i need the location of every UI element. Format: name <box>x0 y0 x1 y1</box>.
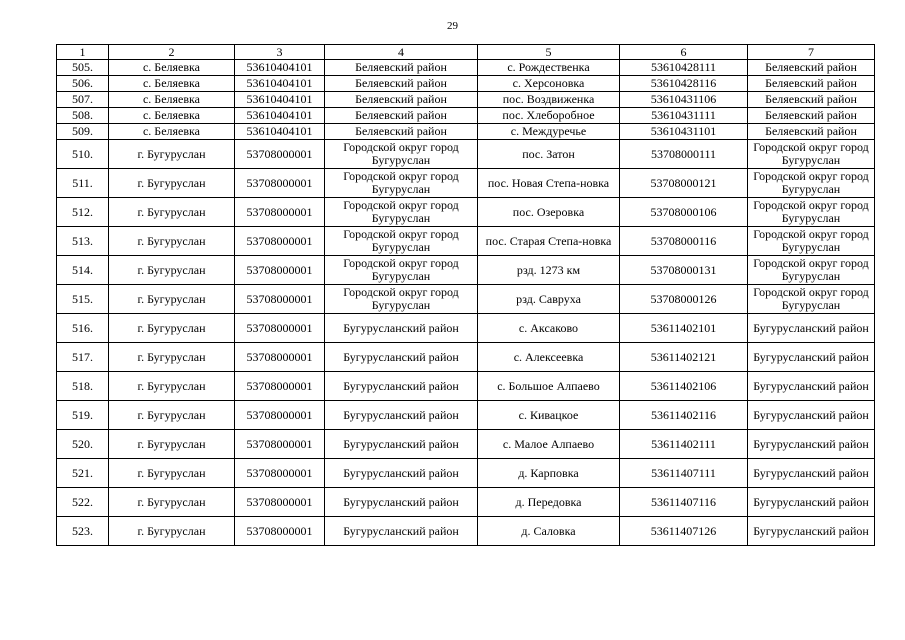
table-row <box>57 227 875 256</box>
settlement-cell: с. Аксаково <box>478 314 620 343</box>
center-oktmo-cell: 53708000001 <box>235 256 325 285</box>
settlement-oktmo-cell: 53610431111 <box>620 108 748 124</box>
settlement-cell: д. Саловка <box>478 517 620 546</box>
center-municipality-cell: Бугурусланский район <box>325 401 478 430</box>
center-settlement-cell: г. Бугуруслан <box>109 285 235 314</box>
center-oktmo-cell: 53708000001 <box>235 140 325 169</box>
center-municipality-cell: Беляевский район <box>325 92 478 108</box>
settlement-municipality-cell: Беляевский район <box>748 108 875 124</box>
center-municipality-cell: Городской округ город Бугуруслан <box>325 256 478 285</box>
center-oktmo-cell: 53610404101 <box>235 76 325 92</box>
settlement-oktmo-cell: 53611407126 <box>620 517 748 546</box>
table-row <box>57 372 875 401</box>
column-header: 1 <box>57 45 109 60</box>
center-municipality-cell: Бугурусланский район <box>325 459 478 488</box>
row-number-cell: 519. <box>57 401 109 430</box>
settlement-oktmo-cell: 53611402101 <box>620 314 748 343</box>
settlement-cell: д. Передовка <box>478 488 620 517</box>
center-settlement-cell: г. Бугуруслан <box>109 517 235 546</box>
row-number-cell: 522. <box>57 488 109 517</box>
row-number-cell: 508. <box>57 108 109 124</box>
settlement-municipality-cell: Бугурусланский район <box>748 314 875 343</box>
column-header: 3 <box>235 45 325 60</box>
center-oktmo-cell: 53708000001 <box>235 430 325 459</box>
center-settlement-cell: с. Беляевка <box>109 76 235 92</box>
center-municipality-cell: Беляевский район <box>325 76 478 92</box>
center-oktmo-cell: 53708000001 <box>235 227 325 256</box>
settlement-municipality-cell: Беляевский район <box>748 60 875 76</box>
settlement-municipality-cell: Бугурусланский район <box>748 488 875 517</box>
center-oktmo-cell: 53708000001 <box>235 314 325 343</box>
column-header: 6 <box>620 45 748 60</box>
settlement-cell: рзд. Савруха <box>478 285 620 314</box>
settlement-cell: с. Малое Алпаево <box>478 430 620 459</box>
row-number-cell: 521. <box>57 459 109 488</box>
table-row <box>57 430 875 459</box>
settlement-municipality-cell: Городской округ город Бугуруслан <box>748 140 875 169</box>
settlement-municipality-cell: Беляевский район <box>748 76 875 92</box>
table-row <box>57 92 875 108</box>
center-municipality-cell: Беляевский район <box>325 124 478 140</box>
settlement-municipality-cell: Городской округ город Бугуруслан <box>748 227 875 256</box>
center-municipality-cell: Беляевский район <box>325 60 478 76</box>
row-number-cell: 516. <box>57 314 109 343</box>
center-settlement-cell: г. Бугуруслан <box>109 488 235 517</box>
center-municipality-cell: Бугурусланский район <box>325 488 478 517</box>
settlement-oktmo-cell: 53610428111 <box>620 60 748 76</box>
row-number-cell: 509. <box>57 124 109 140</box>
settlement-oktmo-cell: 53611407111 <box>620 459 748 488</box>
settlement-table <box>56 44 875 546</box>
settlement-oktmo-cell: 53708000106 <box>620 198 748 227</box>
row-number-cell: 513. <box>57 227 109 256</box>
center-settlement-cell: г. Бугуруслан <box>109 314 235 343</box>
center-settlement-cell: г. Бугуруслан <box>109 256 235 285</box>
center-oktmo-cell: 53708000001 <box>235 517 325 546</box>
center-settlement-cell: г. Бугуруслан <box>109 169 235 198</box>
settlement-municipality-cell: Городской округ город Бугуруслан <box>748 285 875 314</box>
settlement-cell: пос. Озеровка <box>478 198 620 227</box>
center-municipality-cell: Бугурусланский район <box>325 517 478 546</box>
table-header-row <box>57 45 875 60</box>
table-row <box>57 60 875 76</box>
settlement-cell: с. Херсоновка <box>478 76 620 92</box>
table-row <box>57 401 875 430</box>
center-settlement-cell: г. Бугуруслан <box>109 198 235 227</box>
center-settlement-cell: г. Бугуруслан <box>109 372 235 401</box>
center-oktmo-cell: 53610404101 <box>235 124 325 140</box>
settlement-cell: д. Карповка <box>478 459 620 488</box>
center-settlement-cell: г. Бугуруслан <box>109 459 235 488</box>
row-number-cell: 514. <box>57 256 109 285</box>
settlement-oktmo-cell: 53708000121 <box>620 169 748 198</box>
table-row <box>57 169 875 198</box>
center-settlement-cell: г. Бугуруслан <box>109 227 235 256</box>
center-oktmo-cell: 53610404101 <box>235 108 325 124</box>
column-header: 5 <box>478 45 620 60</box>
settlement-municipality-cell: Бугурусланский район <box>748 430 875 459</box>
center-oktmo-cell: 53708000001 <box>235 372 325 401</box>
center-oktmo-cell: 53708000001 <box>235 401 325 430</box>
settlement-cell: с. Междуречье <box>478 124 620 140</box>
center-municipality-cell: Бугурусланский район <box>325 430 478 459</box>
center-oktmo-cell: 53610404101 <box>235 92 325 108</box>
settlement-cell: с. Рождественка <box>478 60 620 76</box>
center-municipality-cell: Городской округ город Бугуруслан <box>325 227 478 256</box>
column-header: 2 <box>109 45 235 60</box>
table-row <box>57 124 875 140</box>
row-number-cell: 511. <box>57 169 109 198</box>
settlement-oktmo-cell: 53708000131 <box>620 256 748 285</box>
center-settlement-cell: г. Бугуруслан <box>109 343 235 372</box>
column-header: 4 <box>325 45 478 60</box>
settlement-cell: с. Большое Алпаево <box>478 372 620 401</box>
settlement-municipality-cell: Городской округ город Бугуруслан <box>748 169 875 198</box>
settlement-cell: рзд. 1273 км <box>478 256 620 285</box>
center-settlement-cell: г. Бугуруслан <box>109 140 235 169</box>
settlement-oktmo-cell: 53611407116 <box>620 488 748 517</box>
center-settlement-cell: г. Бугуруслан <box>109 401 235 430</box>
center-municipality-cell: Городской округ город Бугуруслан <box>325 169 478 198</box>
center-municipality-cell: Беляевский район <box>325 108 478 124</box>
settlement-cell: пос. Новая Степа-новка <box>478 169 620 198</box>
center-oktmo-cell: 53708000001 <box>235 488 325 517</box>
table-row <box>57 459 875 488</box>
center-oktmo-cell: 53708000001 <box>235 169 325 198</box>
table-row <box>57 517 875 546</box>
settlement-oktmo-cell: 53610431101 <box>620 124 748 140</box>
table-row <box>57 314 875 343</box>
settlement-municipality-cell: Бугурусланский район <box>748 517 875 546</box>
table-row <box>57 343 875 372</box>
settlement-municipality-cell: Беляевский район <box>748 124 875 140</box>
table-row <box>57 256 875 285</box>
row-number-cell: 510. <box>57 140 109 169</box>
settlement-oktmo-cell: 53708000126 <box>620 285 748 314</box>
row-number-cell: 512. <box>57 198 109 227</box>
table-body <box>57 60 875 546</box>
settlement-municipality-cell: Бугурусланский район <box>748 459 875 488</box>
row-number-cell: 505. <box>57 60 109 76</box>
center-municipality-cell: Бугурусланский район <box>325 343 478 372</box>
settlement-cell: с. Алексеевка <box>478 343 620 372</box>
settlement-municipality-cell: Городской округ город Бугуруслан <box>748 256 875 285</box>
row-number-cell: 506. <box>57 76 109 92</box>
settlement-oktmo-cell: 53611402116 <box>620 401 748 430</box>
settlement-oktmo-cell: 53611402111 <box>620 430 748 459</box>
settlement-oktmo-cell: 53610431106 <box>620 92 748 108</box>
settlement-oktmo-cell: 53708000111 <box>620 140 748 169</box>
center-oktmo-cell: 53708000001 <box>235 343 325 372</box>
row-number-cell: 515. <box>57 285 109 314</box>
settlement-cell: пос. Воздвиженка <box>478 92 620 108</box>
settlement-oktmo-cell: 53610428116 <box>620 76 748 92</box>
settlement-oktmo-cell: 53708000116 <box>620 227 748 256</box>
center-municipality-cell: Бугурусланский район <box>325 372 478 401</box>
settlement-municipality-cell: Бугурусланский район <box>748 401 875 430</box>
settlement-municipality-cell: Бугурусланский район <box>748 372 875 401</box>
center-municipality-cell: Городской округ город Бугуруслан <box>325 285 478 314</box>
center-settlement-cell: с. Беляевка <box>109 108 235 124</box>
row-number-cell: 517. <box>57 343 109 372</box>
column-header: 7 <box>748 45 875 60</box>
row-number-cell: 523. <box>57 517 109 546</box>
center-settlement-cell: с. Беляевка <box>109 124 235 140</box>
settlement-municipality-cell: Городской округ город Бугуруслан <box>748 198 875 227</box>
center-oktmo-cell: 53610404101 <box>235 60 325 76</box>
page-number: 29 <box>447 20 458 32</box>
settlement-municipality-cell: Беляевский район <box>748 92 875 108</box>
center-municipality-cell: Городской округ город Бугуруслан <box>325 198 478 227</box>
settlement-municipality-cell: Бугурусланский район <box>748 343 875 372</box>
table-row <box>57 488 875 517</box>
center-settlement-cell: г. Бугуруслан <box>109 430 235 459</box>
settlement-cell: пос. Старая Степа-новка <box>478 227 620 256</box>
table-row <box>57 198 875 227</box>
settlement-oktmo-cell: 53611402121 <box>620 343 748 372</box>
center-oktmo-cell: 53708000001 <box>235 198 325 227</box>
center-municipality-cell: Бугурусланский район <box>325 314 478 343</box>
settlement-oktmo-cell: 53611402106 <box>620 372 748 401</box>
row-number-cell: 507. <box>57 92 109 108</box>
table-row <box>57 285 875 314</box>
table-row <box>57 76 875 92</box>
center-oktmo-cell: 53708000001 <box>235 285 325 314</box>
settlement-cell: пос. Хлеборобное <box>478 108 620 124</box>
table-row <box>57 108 875 124</box>
center-municipality-cell: Городской округ город Бугуруслан <box>325 140 478 169</box>
center-settlement-cell: с. Беляевка <box>109 60 235 76</box>
center-oktmo-cell: 53708000001 <box>235 459 325 488</box>
row-number-cell: 520. <box>57 430 109 459</box>
settlement-cell: с. Кивацкое <box>478 401 620 430</box>
settlement-cell: пос. Затон <box>478 140 620 169</box>
center-settlement-cell: с. Беляевка <box>109 92 235 108</box>
row-number-cell: 518. <box>57 372 109 401</box>
table-row <box>57 140 875 169</box>
